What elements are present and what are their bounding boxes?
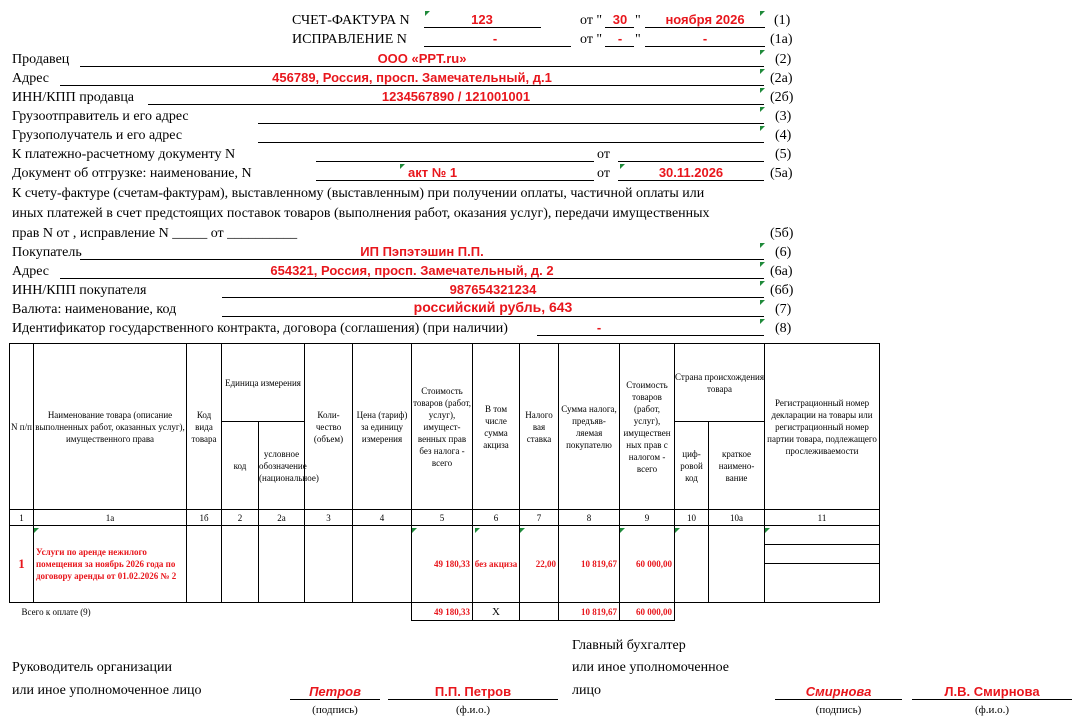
seller-value[interactable]: ООО «PPT.ru» <box>377 51 467 66</box>
accountant-line-1: Главный бухгалтер <box>572 638 686 653</box>
consignee-code: (4) <box>775 128 792 143</box>
accountant-signature[interactable]: Смирнова <box>805 684 872 699</box>
row-unit-name[interactable] <box>259 526 305 603</box>
head-name-caption: (ф.и.о.) <box>455 704 491 716</box>
invoice-date-from: от " <box>580 13 603 28</box>
colnum-2a: 2а <box>259 510 305 526</box>
contract-label: Идентификатор государственного контракта, договора (соглашения) (при наличии) <box>12 321 508 336</box>
invoice-code: (1) <box>774 13 791 28</box>
row-cost-with-tax[interactable]: 60 000,00 <box>620 526 675 603</box>
colnum-10a: 10а <box>709 510 765 526</box>
header-declaration: Регистрационный номер декларации на товары или регистрационный номер партии товара, подлежащего прослеживаемости <box>765 344 880 510</box>
header-excise: В том числе сумма акциза <box>473 344 520 510</box>
buyer-inn-label: ИНН/КПП покупателя <box>12 283 147 298</box>
head-line-2: или иное уполномоченное лицо <box>12 683 202 698</box>
row-qty[interactable] <box>305 526 353 603</box>
colnum-11: 11 <box>765 510 880 526</box>
header-country-code: циф-ровой код <box>675 422 709 510</box>
colnum-3: 3 <box>305 510 353 526</box>
accountant-line-2: или иное уполномоченное <box>572 660 729 675</box>
currency-label: Валюта: наименование, код <box>12 302 177 317</box>
total-tax-sum: 10 819,67 <box>559 603 620 621</box>
colnum-10: 10 <box>675 510 709 526</box>
total-excise: Х <box>473 603 520 621</box>
row-declaration[interactable] <box>765 526 880 603</box>
payment-doc-label: К платежно-расчетному документу N <box>12 147 236 162</box>
correction-date-from: от " <box>580 32 603 47</box>
row-cost-no-tax[interactable]: 49 180,33 <box>412 526 473 603</box>
advance-line-1: К счету-фактуре (счетам-фактурам), выставленному (выставленным) при получении оплаты, частичной оплаты или <box>12 186 705 201</box>
invoice-number[interactable]: 123 <box>471 12 493 27</box>
table-row <box>10 526 880 603</box>
correction-number[interactable]: - <box>492 31 498 46</box>
accountant-line-3: лицо <box>572 683 601 698</box>
seller-label: Продавец <box>12 52 70 67</box>
contract-code: (8) <box>775 321 792 336</box>
shipment-doc-label: Документ об отгрузке: наименование, N <box>12 166 252 181</box>
total-tax-rate <box>520 603 559 621</box>
accountant-sign-caption: (подпись) <box>815 704 862 716</box>
advance-line-3: прав N от , исправление N _____ от __________ <box>12 226 298 241</box>
header-unit-code: код <box>222 422 259 510</box>
shipper-label: Грузоотправитель и его адрес <box>12 109 189 124</box>
row-tax-rate[interactable]: 22,00 <box>520 526 559 603</box>
header-tax-sum: Сумма налога, предъяв-ляемая покупателю <box>559 344 620 510</box>
colnum-1b: 1б <box>187 510 222 526</box>
column-numbers-row <box>10 510 880 526</box>
buyer-label: Покупатель <box>12 245 82 260</box>
buyer-address-label: Адрес <box>12 264 50 279</box>
invoice-title: СЧЕТ-ФАКТУРА N <box>292 13 410 28</box>
total-row <box>10 603 880 621</box>
goods-table <box>9 343 880 621</box>
advance-line-2: иных платежей в счет предстоящих поставок товаров (выполнения работ, оказания услуг), передачи имущественных <box>12 206 710 221</box>
head-sign-caption: (подпись) <box>312 704 358 716</box>
invoice-month-year[interactable]: ноября 2026 <box>665 12 745 27</box>
total-label: Всего к оплате (9) <box>21 606 91 617</box>
row-tax-sum[interactable]: 10 819,67 <box>559 526 620 603</box>
header-kind-code: Код вида товара <box>187 344 222 510</box>
row-name[interactable]: Услуги по аренде нежилого помещения за ноябрь 2026 года по договору аренды от 01.02.2026 № 2 <box>34 526 187 603</box>
head-name[interactable]: П.П. Петров <box>434 684 512 699</box>
quote-close-2: " <box>635 32 641 47</box>
header-country-name: краткое наимено-вание <box>709 422 765 510</box>
correction-title: ИСПРАВЛЕНИЕ N <box>292 32 407 47</box>
colnum-4: 4 <box>353 510 412 526</box>
seller-inn-code: (2б) <box>770 90 794 105</box>
colnum-1a: 1а <box>34 510 187 526</box>
header-country: Страна происхождения товара <box>675 344 765 422</box>
buyer-code: (6) <box>775 245 792 260</box>
header-name: Наименование товара (описание выполненных работ, оказанных услуг), имущественного права <box>34 344 187 510</box>
row-price[interactable] <box>353 526 412 603</box>
correction-day[interactable]: - <box>617 31 623 46</box>
buyer-address-code: (6а) <box>770 264 793 279</box>
head-line-1: Руководитель организации <box>12 660 172 675</box>
total-cost-no-tax: 49 180,33 <box>412 603 473 621</box>
seller-address-code: (2а) <box>770 71 793 86</box>
buyer-inn-code: (6б) <box>770 283 794 298</box>
colnum-5: 5 <box>412 510 473 526</box>
shipper-code: (3) <box>775 109 792 124</box>
correction-code: (1а) <box>770 32 793 47</box>
row-unit-code[interactable] <box>222 526 259 603</box>
buyer-inn-value[interactable]: 987654321234 <box>449 282 537 297</box>
row-n[interactable]: 1 <box>10 526 34 603</box>
header-unit-name: условное обозначение (национальное) <box>259 422 305 510</box>
accountant-name[interactable]: Л.В. Смирнова <box>944 684 1040 699</box>
seller-address-value[interactable]: 456789, Россия, просп. Замечательный, д.1 <box>272 70 552 85</box>
colnum-6: 6 <box>473 510 520 526</box>
shipment-doc-code: (5а) <box>770 166 793 181</box>
buyer-value[interactable]: ИП Пэпэтэшин П.П. <box>360 244 484 259</box>
shipment-doc-from: от <box>597 166 610 181</box>
currency-code: (7) <box>775 302 792 317</box>
quote-close: " <box>635 13 641 28</box>
currency-value[interactable]: российский рубль, 643 <box>413 299 573 315</box>
header-cost-with-tax: Стоимость товаров (работ, услуг), имуществен ных прав с налогом - всего <box>620 344 675 510</box>
row-kind-code[interactable] <box>187 526 222 603</box>
consignee-label: Грузополучатель и его адрес <box>12 128 183 143</box>
seller-inn-label: ИНН/КПП продавца <box>12 90 135 105</box>
row-country-code[interactable] <box>675 526 709 603</box>
payment-doc-from: от <box>597 147 610 162</box>
correction-date[interactable]: - <box>702 31 708 46</box>
colnum-9: 9 <box>620 510 675 526</box>
row-excise[interactable]: без акциза <box>473 526 520 603</box>
seller-code: (2) <box>775 52 792 67</box>
header-price: Цена (тариф) за единицу измерения <box>353 344 412 510</box>
row-country-name[interactable] <box>709 526 765 603</box>
head-signature[interactable]: Петров <box>309 684 361 699</box>
header-qty: Коли-чество (объем) <box>305 344 353 510</box>
seller-inn-value[interactable]: 1234567890 / 121001001 <box>381 89 531 104</box>
shipment-doc-date[interactable]: 30.11.2026 <box>658 165 724 180</box>
invoice-day[interactable]: 30 <box>612 12 628 27</box>
accountant-name-caption: (ф.и.о.) <box>974 704 1010 716</box>
colnum-8: 8 <box>559 510 620 526</box>
header-unit: Единица измерения <box>222 344 305 422</box>
header-n: N п/п <box>10 344 34 510</box>
buyer-address-value[interactable]: 654321, Россия, просп. Замечательный, д. 2 <box>270 263 554 278</box>
header-cost-no-tax: Стоимость товаров (работ, услуг), имущест-венных прав без налога - всего <box>412 344 473 510</box>
colnum-7: 7 <box>520 510 559 526</box>
shipment-doc-value[interactable]: акт № 1 <box>408 165 458 180</box>
contract-value[interactable]: - <box>596 320 602 335</box>
total-cost-with-tax: 60 000,00 <box>620 603 675 621</box>
colnum-1: 1 <box>10 510 34 526</box>
header-tax-rate: Налого вая ставка <box>520 344 559 510</box>
colnum-2: 2 <box>222 510 259 526</box>
payment-doc-code: (5) <box>775 147 792 162</box>
advance-code: (5б) <box>770 226 794 241</box>
seller-address-label: Адрес <box>12 71 50 86</box>
